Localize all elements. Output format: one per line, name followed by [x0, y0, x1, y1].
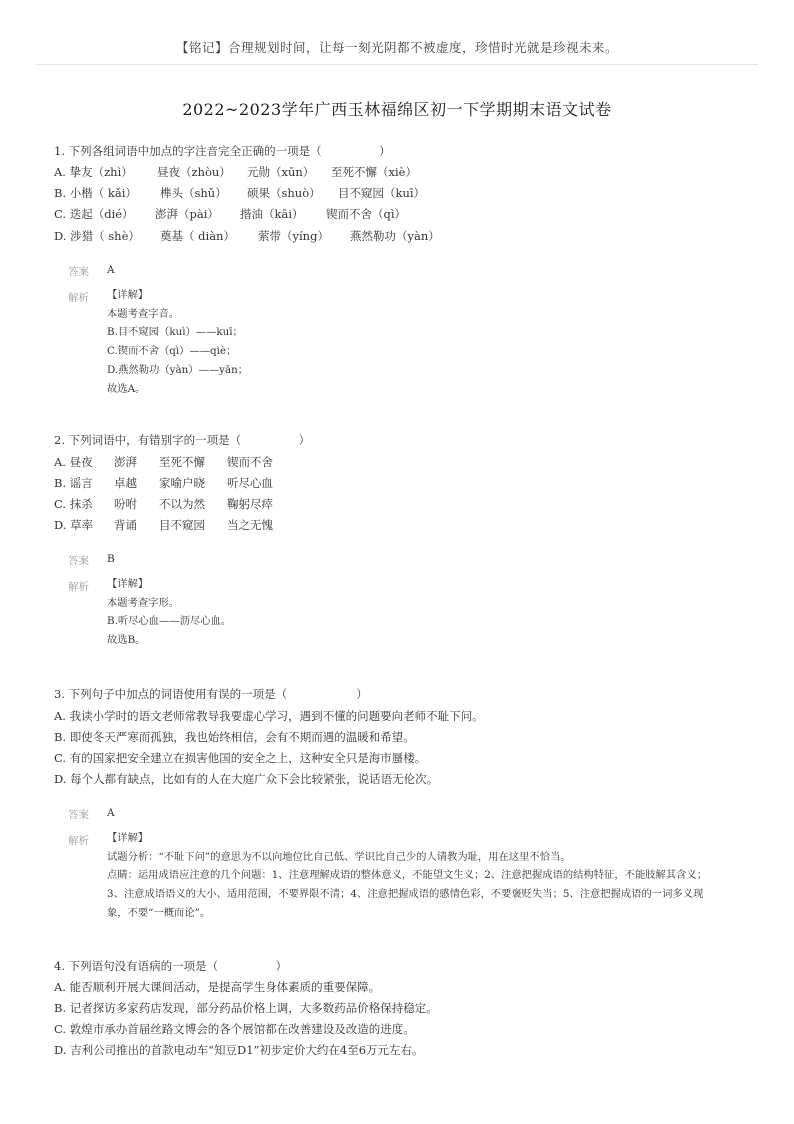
q2-analysis-line: 本题考查字形。	[107, 596, 180, 609]
q2-option-a-3: 至死不懈	[159, 455, 205, 469]
question-1-stem: 1. 下列各组词语中加点的字注音完全正确的一项是（ ）	[54, 144, 391, 158]
q1-option-b-2: 榫头（shǔ）	[160, 186, 227, 200]
q3-option-b: B. 即使冬天严寒而孤独，我也始终相信，会有不期而遇的温暖和希望。	[54, 730, 415, 744]
q1-option-d-1: D. 涉猎（ shè）	[54, 229, 140, 243]
q4-option-c: C. 敦煌市承办首届丝路文博会的各个展馆都在改善建设及改造的进度。	[54, 1022, 415, 1036]
q1-option-c-4: 锲而不舍（qì）	[326, 207, 407, 221]
q3-answer-label: 答案	[68, 809, 89, 821]
q1-option-a-2: 昼夜（zhòu）	[157, 165, 231, 179]
q2-option-b-2: 卓越	[114, 476, 137, 490]
q1-option-a-3: 元勋（xūn）	[247, 165, 315, 179]
q3-analysis-line: 【详解】	[107, 832, 149, 844]
q2-option-c-1: C. 抹杀	[54, 497, 93, 511]
question-4-stem: 4. 下列语句没有语病的一项是（ ）	[54, 959, 288, 973]
q2-option-a-1: A. 昼夜	[54, 455, 93, 469]
q2-option-d-3: 目不窥园	[159, 518, 205, 532]
q1-option-a-4: 至死不懈（xiè）	[331, 165, 417, 179]
q1-option-a-1: A. 挚友（zhì）	[54, 165, 133, 179]
q1-option-c-3: 揩油（kāi）	[240, 207, 304, 221]
q2-option-d-4: 当之无愧	[227, 518, 273, 532]
q2-option-d-2: 背诵	[114, 518, 137, 532]
q1-analysis	[107, 286, 248, 398]
q2-option-c-2: 吩咐	[114, 497, 137, 511]
q2-option-b-1: B. 谣言	[54, 476, 93, 490]
q1-analysis-line: C.锲而不舍（qì）——qiè；	[107, 345, 237, 358]
q1-analysis-line: 故选A。	[107, 382, 146, 395]
page-motto: 【铭记】合理规划时间，让每一刻光阴都不被虚度，珍惜时光就是珍视未来。	[175, 40, 618, 55]
q1-option-d-4: 燕然勒功（yàn）	[350, 229, 440, 243]
q3-answer: A	[107, 807, 115, 819]
q2-answer-label: 答案	[68, 555, 89, 567]
q2-option-a-4: 锲而不舍	[227, 455, 273, 469]
q1-answer: A	[107, 264, 115, 276]
q4-option-a: A. 能否顺利开展大课间活动，是提高学生身体素质的重要保障。	[54, 980, 381, 994]
q4-option-b: B. 记者探访多家药店发现，部分药品价格上调，大多数药品价格保持稳定。	[54, 1001, 438, 1015]
q2-option-b-3: 家喻户晓	[159, 476, 205, 490]
q3-analysis-line: 点睛：运用成语应注意的几个问题：1、注意理解成语的整体意义，不能望文生义；2、注意把握成语的结构特征，不能肢解其含义；3、注意成语语义的大小、适用范围，不要界限不清；4、注意把握成语的感情色彩，不要褒贬失当；5、注意把握成语的一词多义现象，不要“一概而论”。	[107, 869, 708, 919]
q1-analysis-line: 【详解】	[107, 289, 149, 301]
q1-option-b-3: 硕果（shuò）	[247, 186, 321, 200]
q4-option-d: D. 吉利公司推出的首款电动车“知豆D1”初步定价大约在4至6万元左右。	[54, 1043, 424, 1057]
q1-analysis-line: B.目不窥园（kuì）——kuī；	[107, 326, 243, 339]
q2-analysis-line: 【详解】	[107, 578, 149, 590]
question-2-stem: 2. 下列词语中，有错别字的一项是（ ）	[54, 433, 311, 447]
q1-option-d-3: 萦带（yíng）	[258, 229, 329, 243]
q1-option-b-4: 目不窥园（kuī）	[338, 186, 426, 200]
q2-analysis-line: B.听尽心血——沥尽心血。	[107, 615, 232, 628]
q3-analysis-line: 试题分析：“不耻下问”的意思为不以向地位比自己低、学识比自己少的人请教为耻，用在这里不恰当。	[107, 850, 571, 863]
q3-option-c: C. 有的国家把安全建立在损害他国的安全之上，这种安全只是海市蜃楼。	[54, 751, 427, 765]
q1-option-c-2: 澎湃（pài）	[155, 207, 219, 221]
question-3-stem: 3. 下列句子中加点的词语使用有误的一项是（ ）	[54, 687, 368, 701]
q2-option-d-1: D. 草率	[54, 518, 94, 532]
q2-analysis-line: 故选B。	[107, 634, 146, 647]
q2-analysis	[107, 575, 231, 650]
q3-analysis	[107, 829, 711, 923]
q2-option-a-2: 澎湃	[114, 455, 137, 469]
q1-analysis-line: D.燕然勒功（yàn）——yān；	[107, 363, 249, 376]
q1-option-d-2: 奠基（ diàn）	[160, 229, 235, 243]
q2-answer: B	[107, 553, 115, 565]
q3-option-d: D. 每个人都有缺点，比如有的人在大庭广众下会比较紧张，说话语无伦次。	[54, 772, 439, 786]
q1-analysis-line: 本题考查字音。	[107, 307, 180, 320]
q3-analysis-label: 解析	[68, 835, 89, 847]
header-divider	[36, 64, 758, 65]
q1-option-c-1: C. 迭起（dié）	[54, 207, 134, 221]
q3-option-a: A. 我读小学时的语文老师常教导我要虚心学习，遇到不懂的问题要向老师不耻下问。	[54, 709, 484, 723]
q2-option-c-3: 不以为然	[159, 497, 205, 511]
q1-option-b-1: B. 小楷（ kǎi）	[54, 186, 137, 200]
q1-answer-label: 答案	[68, 266, 89, 278]
q1-analysis-label: 解析	[68, 292, 89, 304]
exam-title: 2022~2023学年广西玉林福绵区初一下学期期末语文试卷	[182, 100, 612, 119]
q2-option-b-4: 听尽心血	[227, 476, 273, 490]
q2-analysis-label: 解析	[68, 581, 89, 593]
q2-option-c-4: 鞠躬尽瘁	[227, 497, 273, 511]
